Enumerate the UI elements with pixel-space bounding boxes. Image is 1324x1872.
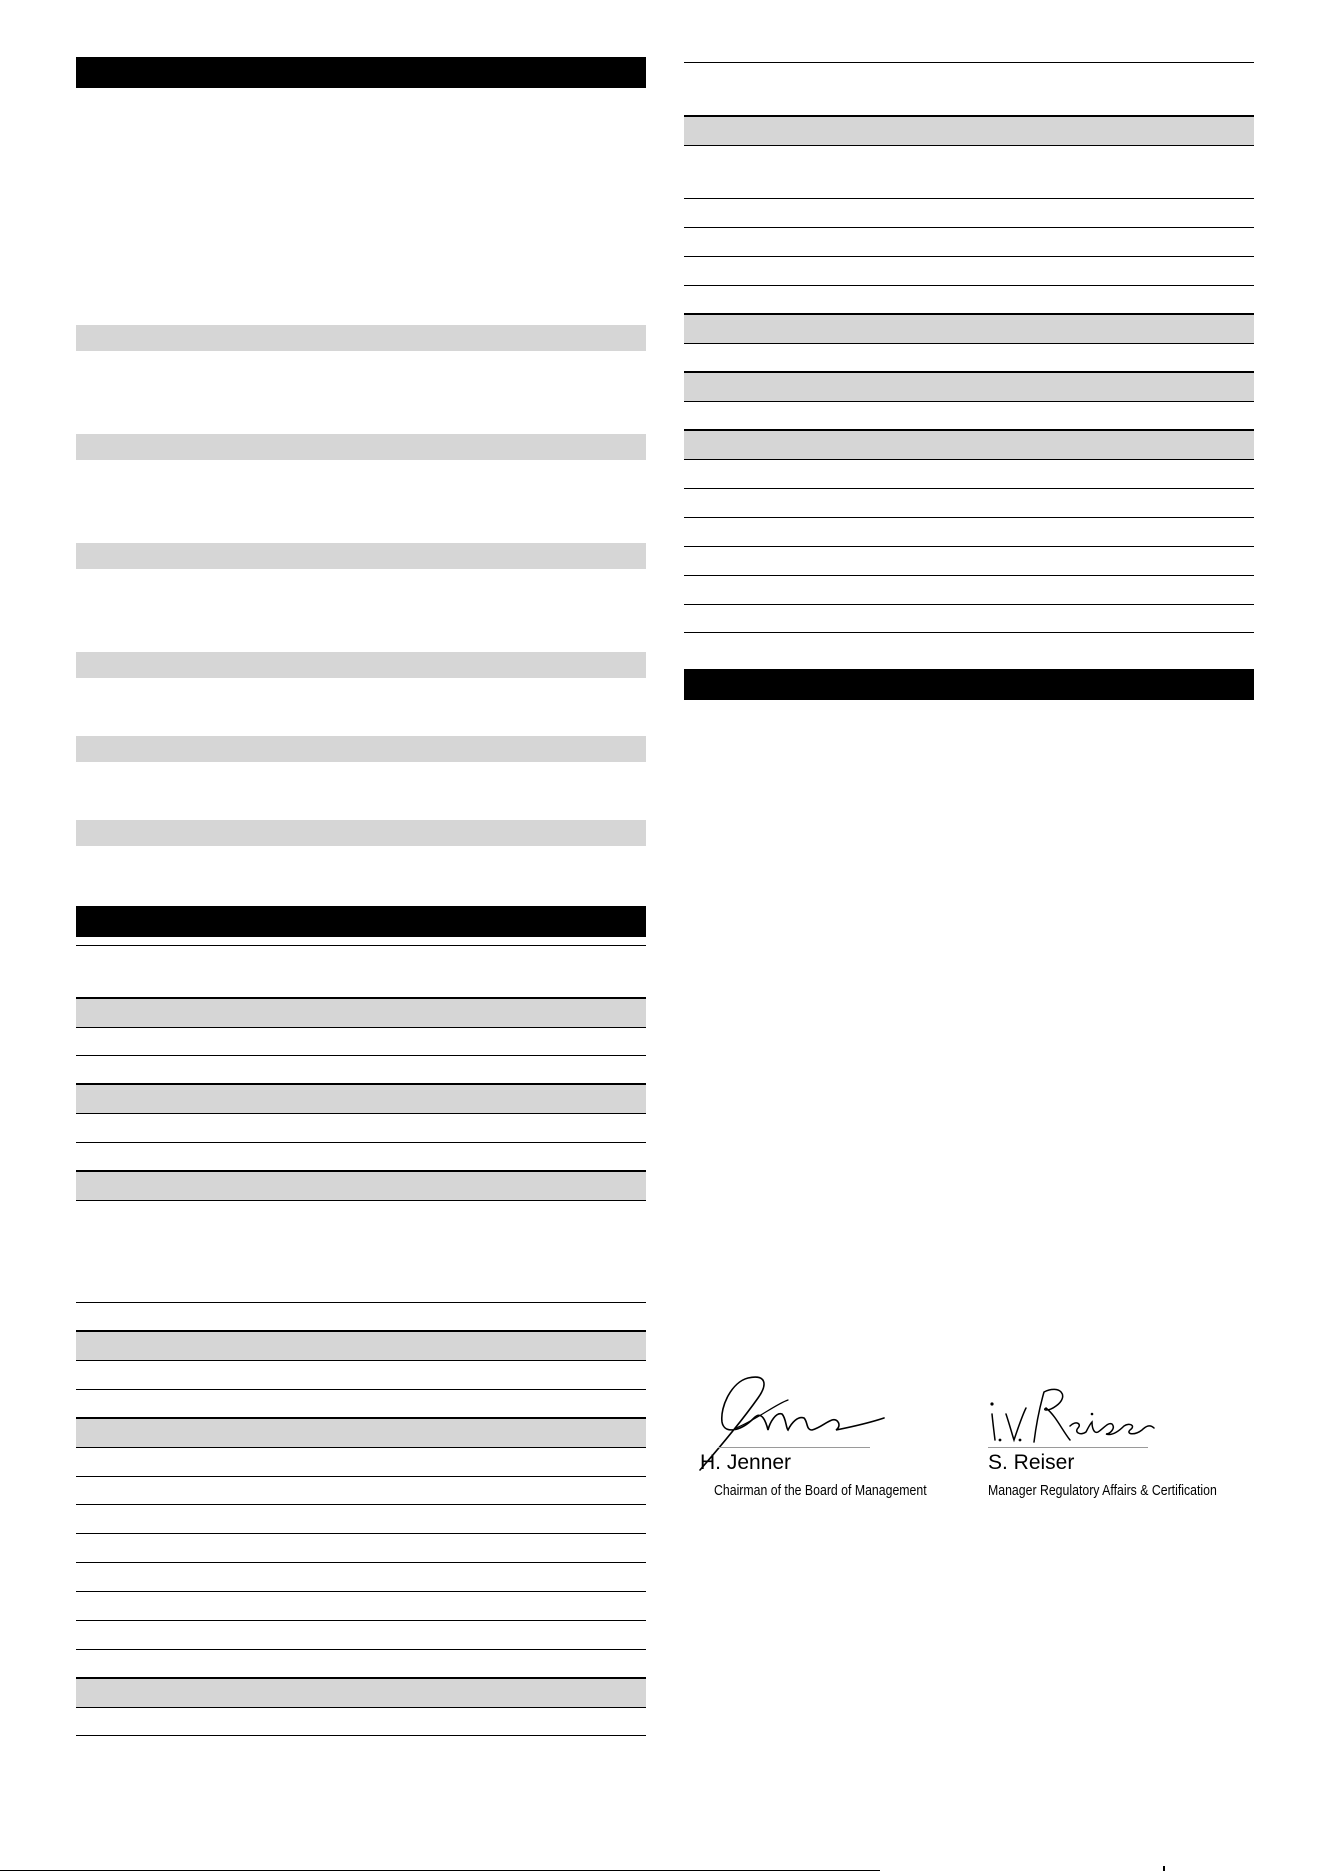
footer-rule: [0, 1870, 880, 1871]
table-rule: [76, 1055, 646, 1056]
table-group-row: [76, 997, 646, 1027]
table-rule: [76, 1027, 646, 1028]
table-rule: [76, 1591, 646, 1592]
signatory-name: S. Reiser: [988, 1451, 1075, 1474]
table-rule: [76, 1113, 646, 1114]
table-rule: [76, 1562, 646, 1563]
table-rule: [684, 575, 1254, 576]
subsection-bar: [76, 736, 646, 762]
table-rule: [684, 62, 1254, 63]
signature-underline: [718, 1447, 870, 1448]
table-rule: [684, 546, 1254, 547]
table-rule: [684, 198, 1254, 199]
subsection-bar: [76, 434, 646, 460]
table-rule: [76, 945, 646, 946]
handwritten-signature-reiser: [986, 1370, 1246, 1450]
table-group-row: [684, 313, 1254, 343]
table-rule: [76, 1649, 646, 1650]
table-rule: [76, 1735, 646, 1736]
table-rule: [684, 145, 1254, 146]
signatory-name: H. Jenner: [700, 1451, 792, 1474]
technical-data-header-bar: [76, 906, 646, 937]
table-rule: [684, 256, 1254, 257]
table-rule: [684, 604, 1254, 605]
table-group-row: [76, 1417, 646, 1447]
table-rule: [684, 488, 1254, 489]
footer-mark: [1163, 1866, 1165, 1871]
signature-block-reiser: [986, 1370, 1246, 1510]
table-rule: [76, 1302, 646, 1303]
table-rule: [684, 632, 1254, 633]
signatory-role: Chairman of the Board of Management: [714, 1482, 927, 1499]
table-rule: [76, 1620, 646, 1621]
subsection-bar: [76, 652, 646, 678]
declaration-header-bar: [684, 669, 1254, 700]
table-rule: [76, 1360, 646, 1361]
table-rule: [684, 459, 1254, 460]
handwritten-signature-jenner: [696, 1370, 956, 1450]
table-rule: [76, 1533, 646, 1534]
section-header-bar: [76, 57, 646, 88]
subsection-bar: [76, 820, 646, 846]
signature-block-jenner: [696, 1370, 956, 1510]
table-rule: [76, 1200, 646, 1201]
table-rule: [684, 401, 1254, 402]
table-group-row: [76, 1677, 646, 1707]
table-rule: [76, 1447, 646, 1448]
table-group-row: [684, 115, 1254, 145]
table-rule: [76, 1389, 646, 1390]
subsection-bar: [76, 543, 646, 569]
table-rule: [684, 343, 1254, 344]
table-group-row: [76, 1170, 646, 1200]
signature-underline: [988, 1447, 1148, 1448]
signatory-role: Manager Regulatory Affairs & Certification: [988, 1482, 1217, 1499]
table-group-row: [76, 1330, 646, 1360]
table-rule: [684, 227, 1254, 228]
table-group-row: [684, 371, 1254, 401]
table-rule: [76, 1476, 646, 1477]
table-rule: [684, 517, 1254, 518]
table-rule: [76, 1707, 646, 1708]
table-rule: [684, 285, 1254, 286]
subsection-bar: [76, 325, 646, 351]
table-group-row: [76, 1083, 646, 1113]
table-group-row: [684, 429, 1254, 459]
table-rule: [76, 1142, 646, 1143]
table-rule: [76, 1504, 646, 1505]
